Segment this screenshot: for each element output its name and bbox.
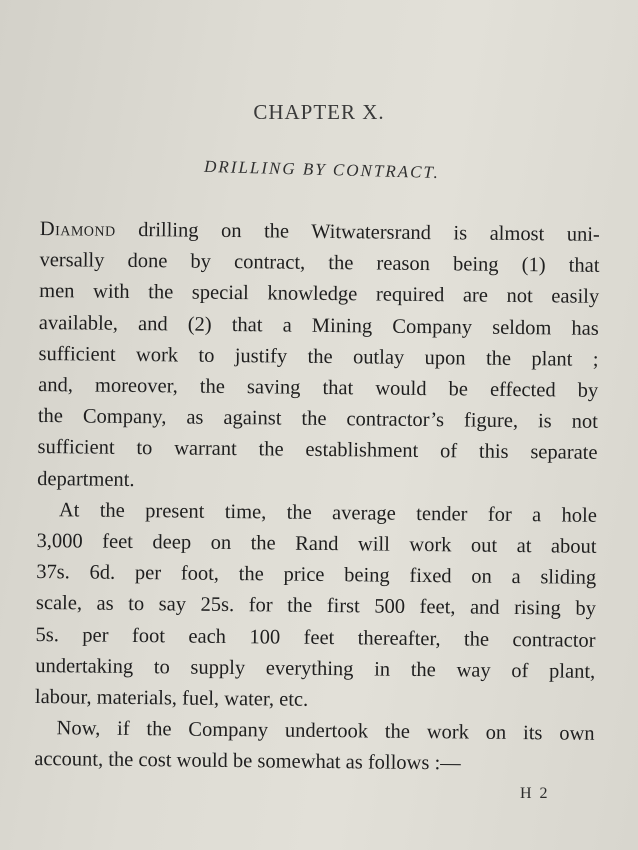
paragraph-3-line-1: Now, if the Company undertook the work on its own <box>56 717 595 746</box>
paragraph-2-line-6: undertaking to supply everything in the way of plant, <box>35 654 596 683</box>
paragraph-1-line-2: versally done by contract, the reason being (1) that <box>39 249 600 278</box>
paragraph-1-line-3: men with the special knowledge required are not easily <box>39 280 600 309</box>
section-title: DRILLING BY CONTRACT. <box>203 156 441 183</box>
paragraph-2-line-7: labour, materials, fuel, water, etc. <box>34 686 309 711</box>
paragraph-3-line-2: account, the cost would be somewhat as follows :— <box>34 748 461 775</box>
paragraph-1-line-9: department. <box>37 467 135 491</box>
paragraph-2-line-1: At the present time, the average tender for a hole <box>58 499 597 527</box>
paragraph-2-line-5: 5s. per foot each 100 feet thereafter, the contractor <box>35 623 596 652</box>
paragraph-1-line-6: and, moreover, the saving that would be effected by <box>38 374 599 402</box>
drop-word: Diamond <box>39 217 116 241</box>
paragraph-1-line-5: sufficient work to justify the outlay upon the plant ; <box>38 342 599 371</box>
paragraph-1-line-1-text: drilling on the Witwatersrand is almost uni- <box>115 218 600 246</box>
chapter-heading: CHAPTER X. <box>253 100 385 124</box>
signature-mark: H 2 <box>520 785 550 802</box>
paragraph-1-line-7: the Company, as against the contractor’s figure, is not <box>37 405 598 434</box>
paragraph-2-line-2: 3,000 feet deep on the Rand will work out at about <box>36 530 597 558</box>
paragraph-1-line-4: available, and (2) that a Mining Company seldom has <box>38 311 599 340</box>
body-text <box>34 214 600 781</box>
paragraph-2-line-3: 37s. 6d. per foot, the price being fixed on a sliding <box>36 561 597 590</box>
paragraph-1-line-8: sufficient to warrant the establishment of this separate <box>37 436 598 465</box>
paragraph-2-line-4: scale, as to say 25s. for the first 500 feet, and rising by <box>35 592 597 621</box>
